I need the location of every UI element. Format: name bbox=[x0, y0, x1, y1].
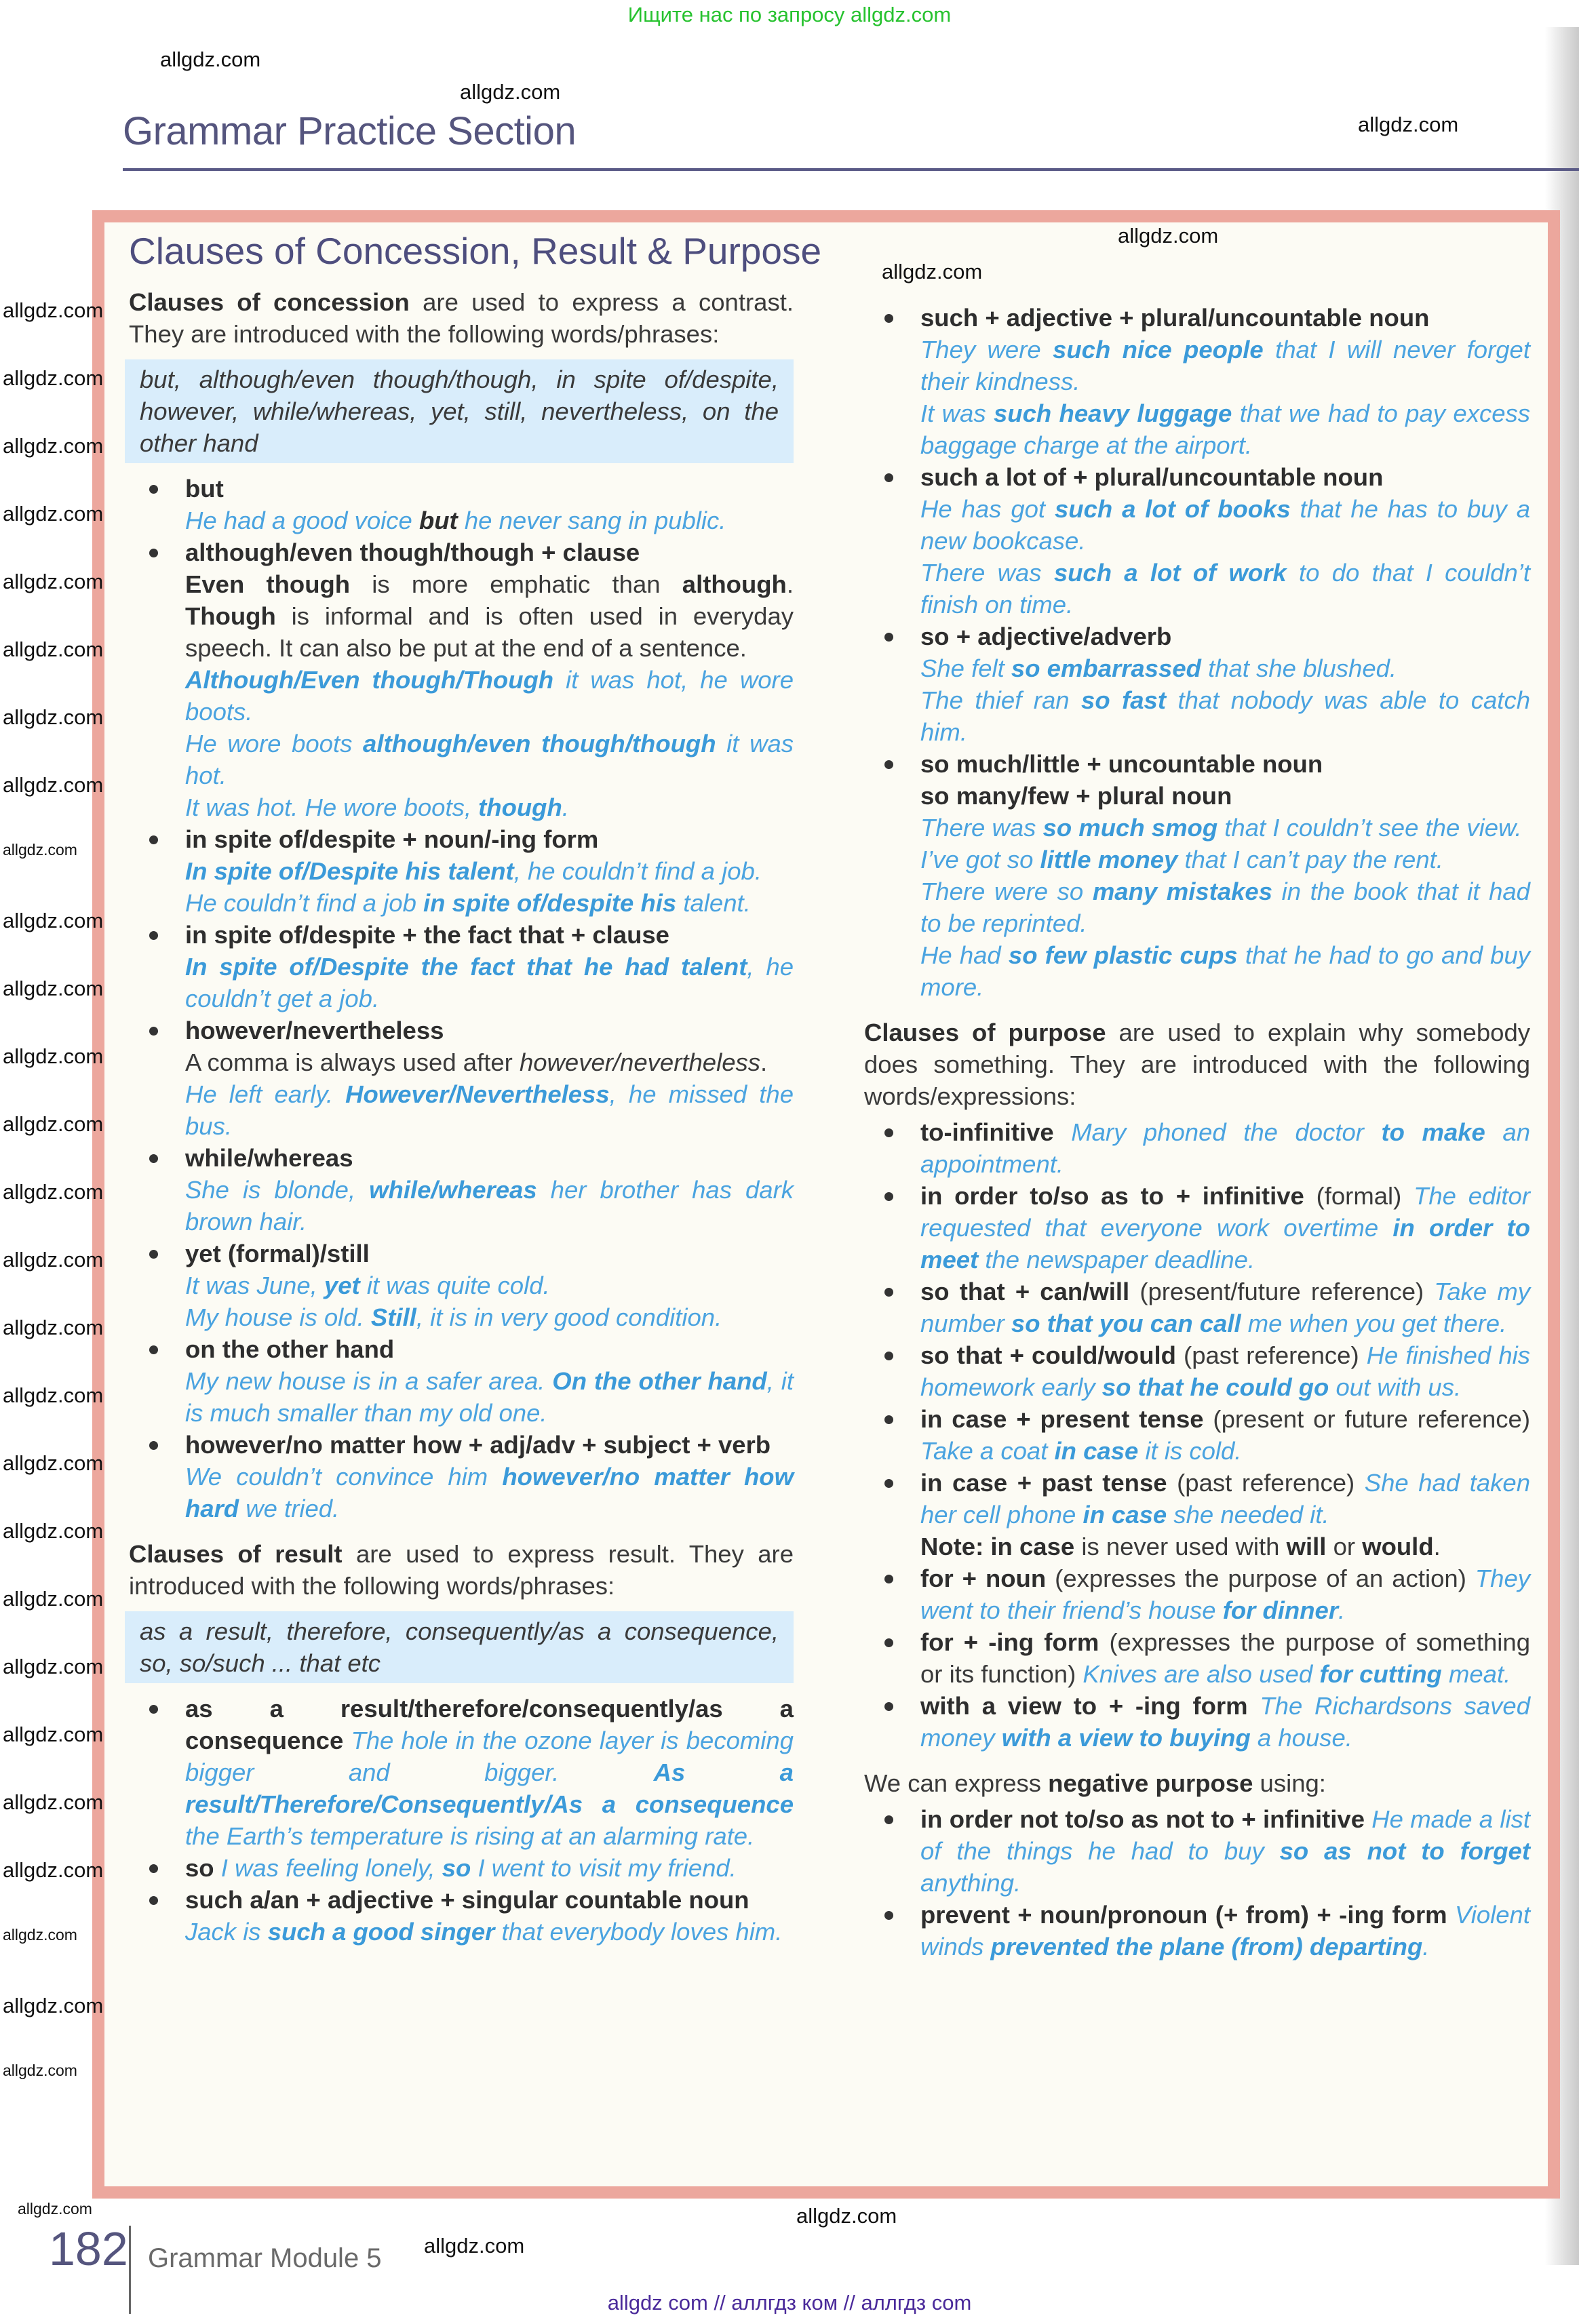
bullet-item bbox=[864, 748, 1530, 1003]
example-line bbox=[920, 334, 1530, 397]
watermark: allgdz.com bbox=[3, 570, 104, 593]
body-text: using: bbox=[1253, 1769, 1326, 1797]
body-text: . bbox=[786, 570, 794, 598]
example-highlight: in order to meet bbox=[920, 1214, 1530, 1274]
example-highlight: However/Nevertheless bbox=[345, 1080, 610, 1108]
example-text: They were bbox=[920, 336, 1053, 363]
example-highlight: such heavy luggage bbox=[993, 399, 1232, 427]
body-text: . bbox=[760, 1048, 768, 1076]
example-highlight: for dinner bbox=[1222, 1596, 1339, 1624]
body-text: (past reference) bbox=[1167, 1469, 1365, 1497]
example-text: she needed it. bbox=[1167, 1501, 1329, 1529]
example-text: My house is old. bbox=[185, 1303, 371, 1331]
body-text: (past reference) bbox=[1175, 1341, 1367, 1369]
example-line bbox=[920, 1531, 1530, 1562]
example-highlight: many mistakes bbox=[1092, 878, 1273, 905]
bullet-item bbox=[129, 1852, 794, 1884]
term-text: so that + can/will bbox=[920, 1278, 1130, 1305]
term-text: prevent + noun/pronoun (+ from) + -ing form bbox=[920, 1901, 1447, 1929]
term-text: with a view to + -ing form bbox=[920, 1692, 1248, 1720]
example-text: He had bbox=[920, 941, 1009, 969]
example-line bbox=[920, 780, 1530, 812]
left-column bbox=[129, 286, 794, 1948]
example-line bbox=[185, 855, 794, 887]
term-text: so that + could/would bbox=[920, 1341, 1176, 1369]
example-text: that I couldn’t see the view. bbox=[1217, 814, 1522, 842]
term-text: in case + present tense bbox=[920, 1405, 1204, 1433]
watermark: allgdz.com bbox=[3, 1587, 104, 1611]
term-text: Note: in case bbox=[920, 1533, 1075, 1560]
term-text: such a/an + adjective + singular countable noun bbox=[185, 1886, 749, 1914]
example-highlight: but bbox=[418, 507, 458, 534]
term-text: on the other hand bbox=[185, 1335, 395, 1363]
example-text: out with us. bbox=[1329, 1373, 1462, 1401]
watermark: allgdz.com bbox=[3, 841, 77, 859]
watermark: allgdz.com bbox=[3, 1316, 104, 1339]
example-text: me when you get there. bbox=[1241, 1309, 1507, 1337]
example-text: that I can’t pay the rent. bbox=[1177, 846, 1443, 873]
example-line bbox=[185, 728, 794, 791]
example-highlight: to make bbox=[1381, 1118, 1485, 1146]
watermark: allgdz.com bbox=[3, 1044, 104, 1068]
bullet-item bbox=[864, 1339, 1530, 1403]
example-text: There was bbox=[920, 814, 1043, 842]
term-text: however/nevertheless bbox=[185, 1017, 444, 1044]
example-text: that everybody loves him. bbox=[494, 1918, 783, 1946]
example-text: , he couldn’t get a job. bbox=[185, 953, 794, 1012]
example-highlight: so embarrassed bbox=[1011, 654, 1201, 682]
example-highlight: Still bbox=[370, 1303, 416, 1331]
body-text: A comma is always used after bbox=[185, 1048, 520, 1076]
term-text: so bbox=[185, 1854, 214, 1882]
bullet-item bbox=[129, 919, 794, 1015]
term-text: as a result/therefore/consequently/as a consequence bbox=[185, 1695, 794, 1754]
term-text: in order to/so as to + infinitive bbox=[920, 1182, 1304, 1210]
example-text: it is cold. bbox=[1138, 1437, 1242, 1465]
body-text: are used to express result. They are introduced with the following words/phrases: bbox=[129, 1540, 794, 1600]
example-text: Violent winds bbox=[920, 1901, 1530, 1961]
watermark: allgdz.com bbox=[796, 2204, 897, 2228]
term-text: Even though bbox=[185, 570, 351, 598]
body-text: are used to express a contrast. They are introduced with the following words/phrases: bbox=[129, 288, 794, 348]
term-text: in spite of/despite + noun/-ing form bbox=[185, 825, 599, 853]
watermark: allgdz.com bbox=[3, 1180, 104, 1204]
right-column bbox=[864, 302, 1530, 1963]
watermark: allgdz.com bbox=[3, 909, 104, 932]
example-highlight: As a result/Therefore/Consequently/As a consequence bbox=[185, 1758, 794, 1818]
example-text: Jack is bbox=[185, 1918, 268, 1946]
example-text: We couldn’t convince him bbox=[185, 1463, 503, 1491]
example-highlight: such nice people bbox=[1053, 336, 1264, 363]
bullet-item bbox=[129, 1238, 794, 1333]
bullet-item bbox=[129, 536, 794, 823]
example-highlight: such a lot of work bbox=[1053, 559, 1287, 587]
body-text: . bbox=[1433, 1533, 1441, 1560]
example-highlight: prevented the plane (from) departing bbox=[990, 1933, 1423, 1961]
term-text: but bbox=[185, 475, 224, 503]
body-text: (expresses the purpose of an action) bbox=[1046, 1564, 1475, 1592]
example-line bbox=[185, 1461, 794, 1524]
example-highlight: In spite of/Despite his talent bbox=[185, 857, 514, 885]
body-text: is never used with bbox=[1074, 1533, 1287, 1560]
example-line bbox=[920, 939, 1530, 1003]
watermark: allgdz.com bbox=[882, 260, 983, 283]
bullet-item bbox=[864, 621, 1530, 748]
bullet-item bbox=[864, 1690, 1530, 1754]
example-text: Knives are also used bbox=[1083, 1660, 1320, 1688]
watermark: allgdz.com bbox=[3, 1858, 104, 1882]
watermark: allgdz.com bbox=[3, 1519, 104, 1543]
example-text: , he couldn’t find a job. bbox=[513, 857, 762, 885]
term-text: Clauses of concession bbox=[129, 288, 410, 316]
body-text: We can express bbox=[864, 1769, 1049, 1797]
example-text: He left early. bbox=[185, 1080, 346, 1108]
module-label: Grammar Module 5 bbox=[148, 2243, 382, 2273]
example-text: It was bbox=[920, 399, 994, 427]
watermark: allgdz.com bbox=[3, 1926, 77, 1944]
term-text: so + adjective/adverb bbox=[920, 623, 1172, 650]
example-text: He wore boots bbox=[185, 730, 364, 757]
example-highlight: so much smog bbox=[1042, 814, 1218, 842]
example-text: There were so bbox=[920, 878, 1093, 905]
example-text: The Richardsons saved money bbox=[920, 1692, 1530, 1752]
bullet-item bbox=[129, 1884, 794, 1948]
example-text: I was feeling lonely, bbox=[214, 1854, 442, 1882]
paragraph bbox=[864, 1017, 1530, 1112]
watermark: allgdz.com bbox=[3, 1112, 104, 1136]
example-text: it was quite cold. bbox=[359, 1272, 550, 1299]
example-text: The hole in the ozone layer is becoming bigger and bigger. bbox=[185, 1727, 794, 1786]
example-line bbox=[920, 397, 1530, 461]
example-text: in the book that it had to be reprinted. bbox=[920, 878, 1530, 937]
example-highlight: so few plastic cups bbox=[1008, 941, 1238, 969]
example-text: it was hot. bbox=[185, 730, 794, 789]
bullet-item bbox=[864, 1803, 1530, 1899]
example-text: The thief ran bbox=[920, 686, 1082, 714]
card-title: Clauses of Concession, Result & Purpose bbox=[129, 230, 822, 272]
bottom-banner[interactable]: allgdz com // аллгдз ком // аллгдз com bbox=[607, 2291, 972, 2315]
term-text: however/no matter how + adj/adv + subject + verb bbox=[185, 1431, 771, 1459]
page-number: 182 bbox=[49, 2222, 128, 2275]
example-line bbox=[920, 652, 1530, 684]
bullet-item bbox=[864, 1899, 1530, 1963]
example-line bbox=[920, 684, 1530, 748]
bullet-item bbox=[864, 1276, 1530, 1339]
example-line bbox=[920, 812, 1530, 844]
watermark: allgdz.com bbox=[3, 366, 104, 390]
term-text: although bbox=[682, 570, 787, 598]
watermark: allgdz.com bbox=[3, 1655, 104, 1678]
term-text: for + noun bbox=[920, 1564, 1047, 1592]
example-highlight: so that he could go bbox=[1102, 1373, 1329, 1401]
phrase-box bbox=[125, 1611, 794, 1683]
example-highlight: in spite of/despite his bbox=[423, 889, 677, 917]
term-text: so much/little + uncountable noun bbox=[920, 750, 1323, 778]
term-text: yet (formal)/still bbox=[185, 1240, 370, 1267]
example-highlight: little money bbox=[1040, 846, 1178, 873]
example-text: Mary phoned the doctor bbox=[1053, 1118, 1382, 1146]
body-text: but, although/even though/though, in spite of/despite, however, while/whereas, yet, still, nevertheless, on the other hand bbox=[140, 366, 779, 457]
watermark: allgdz.com bbox=[3, 773, 104, 797]
example-text: . bbox=[1422, 1933, 1430, 1961]
watermark: allgdz.com bbox=[3, 434, 104, 458]
example-text: the Earth’s temperature is rising at an alarming rate. bbox=[185, 1822, 755, 1850]
example-line bbox=[185, 1365, 794, 1429]
term-text: for + -ing form bbox=[920, 1628, 1099, 1656]
body-text: is informal and is often used in everyday speech. It can also be put at the end of a sentence. bbox=[185, 602, 794, 662]
example-line bbox=[185, 1301, 794, 1333]
term-text: negative purpose bbox=[1048, 1769, 1253, 1797]
body-text: however/nevertheless bbox=[519, 1048, 761, 1076]
term-text: to-infinitive bbox=[920, 1118, 1054, 1146]
body-text: (present or future reference) bbox=[1203, 1405, 1531, 1433]
watermark: allgdz.com bbox=[1358, 113, 1459, 136]
watermark: allgdz.com bbox=[3, 1383, 104, 1407]
example-line bbox=[185, 1916, 794, 1948]
term-text: so many/few + plural noun bbox=[920, 782, 1232, 810]
body-text: as a result, therefore, consequently/as a consequence, so, so/such ... that etc bbox=[140, 1617, 779, 1677]
watermark: allgdz.com bbox=[3, 977, 104, 1000]
example-line bbox=[920, 875, 1530, 939]
example-highlight: though bbox=[478, 793, 562, 821]
example-text: that nobody was able to catch him. bbox=[920, 686, 1530, 746]
example-highlight: with a view to buying bbox=[1001, 1724, 1251, 1752]
example-line bbox=[185, 951, 794, 1015]
watermark: allgdz.com bbox=[3, 502, 104, 526]
example-text: . bbox=[1338, 1596, 1346, 1624]
example-line bbox=[185, 887, 794, 919]
watermark: allgdz.com bbox=[3, 705, 104, 729]
example-highlight: so that you can call bbox=[1011, 1309, 1241, 1337]
example-line bbox=[185, 1269, 794, 1301]
example-line bbox=[185, 1078, 794, 1142]
example-text: meat. bbox=[1441, 1660, 1511, 1688]
watermark: allgdz.com bbox=[3, 1451, 104, 1475]
example-text: . bbox=[562, 793, 569, 821]
example-text: I’ve got so bbox=[920, 846, 1040, 873]
example-text: Take my number bbox=[920, 1278, 1530, 1337]
bullet-item bbox=[129, 823, 794, 919]
bullet-item bbox=[864, 1180, 1530, 1276]
watermark: allgdz.com bbox=[3, 298, 104, 322]
example-text: Take a coat bbox=[920, 1437, 1055, 1465]
example-text: her brother has dark brown hair. bbox=[185, 1176, 794, 1236]
example-text: My new house is in a safer area. bbox=[185, 1367, 553, 1395]
watermark: allgdz.com bbox=[18, 2200, 92, 2218]
example-text: that he has to buy a new bookcase. bbox=[920, 495, 1531, 555]
body-text: (expresses the purpose of something or its function) bbox=[920, 1628, 1530, 1688]
example-text: She felt bbox=[920, 654, 1011, 682]
term-text: in spite of/despite + the fact that + clause bbox=[185, 921, 669, 949]
bullet-item bbox=[129, 1142, 794, 1238]
example-highlight: although/even though/though bbox=[363, 730, 716, 757]
example-highlight: in case bbox=[1054, 1437, 1139, 1465]
example-highlight: so fast bbox=[1081, 686, 1166, 714]
example-text: , he missed the bus. bbox=[185, 1080, 794, 1140]
example-line bbox=[920, 557, 1530, 621]
term-text: although/even though/though + clause bbox=[185, 538, 640, 566]
example-text: He couldn’t find a job bbox=[185, 889, 424, 917]
example-highlight: so bbox=[442, 1854, 471, 1882]
example-highlight: such a good singer bbox=[267, 1918, 495, 1946]
example-text: I went to visit my friend. bbox=[471, 1854, 737, 1882]
body-text: is more emphatic than bbox=[350, 570, 682, 598]
example-line bbox=[920, 844, 1530, 875]
example-text: It was June, bbox=[185, 1272, 324, 1299]
example-text: The editor requested that everyone work overtime bbox=[920, 1182, 1531, 1242]
example-text: he never sang in public. bbox=[457, 507, 726, 534]
term-text: in case + past tense bbox=[920, 1469, 1167, 1497]
term-text: Clauses of result bbox=[129, 1540, 343, 1568]
example-highlight: such a lot of books bbox=[1054, 495, 1291, 523]
example-highlight: In spite of/Despite the fact that he had talent bbox=[185, 953, 747, 981]
bullet-item bbox=[129, 1693, 794, 1852]
example-highlight: however/no matter how hard bbox=[185, 1463, 794, 1522]
body-text: are used to explain why somebody does something. They are introduced with the following words/expressions: bbox=[864, 1019, 1530, 1110]
example-text: to do that I couldn’t finish on time. bbox=[920, 559, 1530, 618]
top-banner[interactable]: Ищите нас по запросу allgdz.com bbox=[627, 3, 952, 26]
example-text: They went to their friend’s house bbox=[920, 1564, 1530, 1624]
example-highlight: so as not to forget bbox=[1279, 1837, 1530, 1865]
example-text: It was hot. He wore boots, bbox=[185, 793, 479, 821]
example-text: , it is much smaller than my old one. bbox=[185, 1367, 794, 1427]
bullet-item bbox=[129, 473, 794, 536]
example-line bbox=[185, 505, 794, 536]
example-highlight: On the other hand bbox=[552, 1367, 767, 1395]
example-text: that we had to pay excess baggage charge at the airport. bbox=[920, 399, 1530, 459]
watermark: allgdz.com bbox=[424, 2234, 525, 2258]
bullet-item bbox=[864, 1467, 1530, 1562]
watermark: allgdz.com bbox=[3, 2062, 77, 2079]
watermark: allgdz.com bbox=[3, 637, 104, 661]
example-text: There was bbox=[920, 559, 1054, 587]
bullet-item bbox=[129, 1015, 794, 1142]
section-divider bbox=[123, 168, 1579, 171]
section-title: Grammar Practice Section bbox=[123, 109, 577, 153]
watermark: allgdz.com bbox=[3, 1790, 104, 1814]
term-text: will bbox=[1286, 1533, 1327, 1560]
paragraph bbox=[129, 286, 794, 350]
term-text: in order not to/so as not to + infinitive bbox=[920, 1805, 1365, 1833]
bullet-item bbox=[864, 1562, 1530, 1626]
example-line bbox=[185, 568, 794, 664]
example-text: that I will never forget their kindness. bbox=[920, 336, 1530, 395]
bullet-item bbox=[864, 1626, 1530, 1690]
watermark: allgdz.com bbox=[160, 47, 261, 71]
term-text: Though bbox=[185, 602, 276, 630]
paragraph bbox=[129, 1538, 794, 1602]
example-text: He finished his homework early bbox=[920, 1341, 1530, 1401]
watermark: allgdz.com bbox=[3, 1248, 104, 1272]
example-highlight: Although/Even though/Though bbox=[185, 666, 554, 694]
watermark: allgdz.com bbox=[1118, 224, 1219, 248]
example-line bbox=[920, 493, 1530, 557]
term-text: such a lot of + plural/uncountable noun bbox=[920, 463, 1384, 491]
example-line bbox=[185, 791, 794, 823]
example-highlight: while/whereas bbox=[369, 1176, 537, 1204]
example-text: He made a list of the things he had to buy bbox=[920, 1805, 1530, 1865]
example-text: an appointment. bbox=[920, 1118, 1531, 1178]
term-text: while/whereas bbox=[185, 1144, 353, 1172]
example-text: a house. bbox=[1250, 1724, 1352, 1752]
example-line bbox=[185, 664, 794, 728]
example-text: it was hot, he wore boots. bbox=[185, 666, 794, 726]
body-text: or bbox=[1326, 1533, 1363, 1560]
phrase-box bbox=[125, 359, 794, 463]
example-text: She had taken her cell phone bbox=[920, 1469, 1530, 1529]
example-line bbox=[185, 1046, 794, 1078]
example-text: , it is in very good condition. bbox=[416, 1303, 722, 1331]
example-text: we tried. bbox=[239, 1495, 340, 1522]
example-text: the newspaper deadline. bbox=[978, 1246, 1255, 1274]
example-text: anything. bbox=[920, 1869, 1021, 1897]
example-highlight: for cutting bbox=[1319, 1660, 1442, 1688]
bullet-item bbox=[864, 1403, 1530, 1467]
example-text: that she blushed. bbox=[1201, 654, 1397, 682]
term-text: such + adjective + plural/uncountable noun bbox=[920, 304, 1430, 332]
body-text: (formal) bbox=[1304, 1182, 1414, 1210]
bullet-item bbox=[129, 1333, 794, 1429]
bullet-item bbox=[864, 1116, 1530, 1180]
term-text: Clauses of purpose bbox=[864, 1019, 1106, 1046]
example-text: that he had to go and buy more. bbox=[920, 941, 1531, 1001]
body-text: (present/future reference) bbox=[1129, 1278, 1435, 1305]
bullet-item bbox=[864, 302, 1530, 461]
example-highlight: yet bbox=[324, 1272, 360, 1299]
watermark: allgdz.com bbox=[3, 1994, 104, 2017]
example-text: talent. bbox=[676, 889, 751, 917]
example-text: He has got bbox=[920, 495, 1055, 523]
example-highlight: in case bbox=[1083, 1501, 1167, 1529]
example-text: He had a good voice bbox=[185, 507, 419, 534]
example-text: She is blonde, bbox=[185, 1176, 370, 1204]
bullet-item bbox=[129, 1429, 794, 1524]
bullet-item bbox=[864, 461, 1530, 621]
example-line bbox=[185, 1174, 794, 1238]
watermark: allgdz.com bbox=[460, 80, 561, 104]
term-text: would bbox=[1362, 1533, 1434, 1560]
watermark: allgdz.com bbox=[3, 1722, 104, 1746]
paragraph bbox=[864, 1767, 1530, 1799]
